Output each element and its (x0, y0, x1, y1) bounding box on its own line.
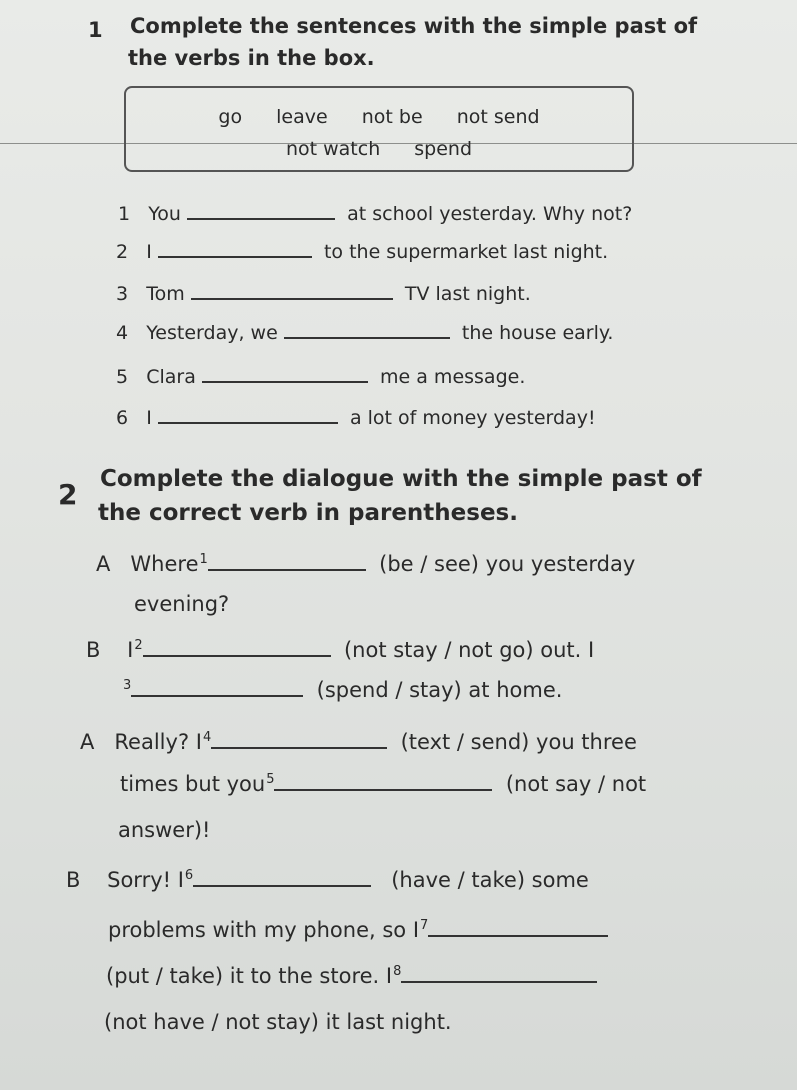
answer-blank[interactable] (143, 654, 331, 657)
ex1-item-5: 5 Clara me a message. (116, 366, 526, 388)
verb-box (124, 86, 634, 172)
verb-leave: leave (276, 106, 328, 128)
ex1-item-1: 1 You at school yesterday. Why not? (118, 203, 633, 225)
speaker: A (96, 552, 111, 576)
verb-not-watch: not watch (285, 138, 381, 160)
verb-box-row2 (126, 138, 632, 160)
speaker: B (86, 638, 101, 662)
exercise-2-instruction-line1: Complete the dialogue with the simple past of (100, 466, 702, 492)
answer-blank[interactable] (131, 694, 303, 697)
ex1-item-6: 6 I a lot of money yesterday! (116, 407, 596, 429)
answer-blank[interactable] (191, 297, 393, 300)
dialogue-line-7: answer)! (118, 818, 211, 842)
verb-spend: spend (414, 138, 473, 160)
answer-blank[interactable] (202, 380, 368, 383)
dialogue-line-6: times but you$^5$ (not say / not (120, 772, 647, 796)
exercise-1-number: 1 (88, 18, 103, 42)
verb-not-be: not be (361, 106, 423, 128)
exercise-2-number: 2 (58, 478, 78, 511)
ex1-item-2: 2 I to the supermarket last night. (116, 241, 609, 263)
dialogue-line-5: A Really? $I^4$ (text / send) you three (80, 730, 637, 754)
dialogue-line-9: problems with my phone, so $I^7$ (108, 918, 608, 942)
dialogue-line-11: (not have / not stay) it last night. (104, 1010, 452, 1034)
answer-blank[interactable] (274, 788, 492, 791)
exercise-2-instruction-line2: the correct verb in parentheses. (98, 500, 518, 526)
exercise-1-instruction-line1: Complete the sentences with the simple past of (130, 14, 698, 38)
answer-blank[interactable] (158, 421, 338, 424)
answer-blank[interactable] (284, 336, 450, 339)
answer-blank[interactable] (187, 217, 335, 220)
exercise-1-instruction-line2: the verbs in the box. (128, 46, 375, 70)
dialogue-line-2: evening? (134, 592, 230, 616)
answer-blank[interactable] (211, 746, 387, 749)
answer-blank[interactable] (193, 884, 371, 887)
answer-blank[interactable] (208, 568, 366, 571)
answer-blank[interactable] (158, 255, 312, 258)
dialogue-line-8: B Sorry! $I^6$ (have / take) some (66, 868, 589, 892)
verb-box-row1 (126, 106, 632, 128)
dialogue-line-10: (put / take) it to the store. $I^8$ (106, 964, 597, 988)
speaker: B (66, 868, 81, 892)
verb-go: go (218, 106, 243, 128)
answer-blank[interactable] (401, 980, 597, 983)
dialogue-line-3: B $I^2$ (not stay / not go) out. I (86, 638, 595, 662)
verb-not-send: not send (456, 106, 540, 128)
answer-blank[interactable] (428, 934, 608, 937)
dialogue-line-4: $^3$ (spend / stay) at home. (123, 678, 563, 702)
speaker: A (80, 730, 95, 754)
ex1-item-3: 3 Tom TV last night. (116, 283, 531, 305)
dialogue-line-1: A Where$^1$ (be / see) you yesterday (96, 552, 636, 576)
ex1-item-4: 4 Yesterday, we the house early. (116, 322, 614, 344)
